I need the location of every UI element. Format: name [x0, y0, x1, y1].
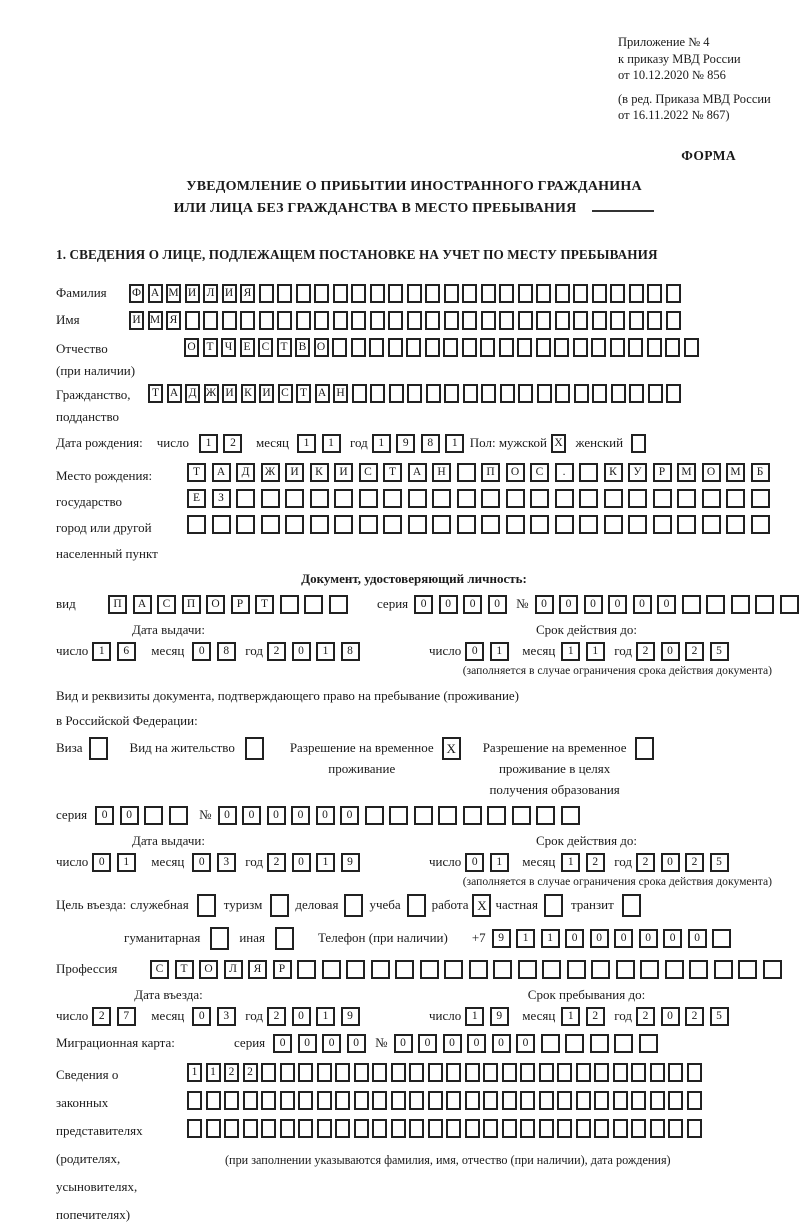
- res-valid-day-input[interactable]: 0 1: [465, 853, 514, 872]
- purpose-commercial-checkbox[interactable]: [344, 894, 363, 917]
- entry-date-heading: Дата въезда:: [134, 986, 203, 1002]
- visa-label: Виза: [56, 739, 83, 755]
- year-label: год: [614, 854, 633, 869]
- temp-residence-education-label: Разрешение на временное проживание в целях получения образования: [482, 739, 627, 797]
- day-label: число: [56, 1008, 89, 1023]
- residence-permit-checkbox[interactable]: [245, 737, 264, 760]
- purpose-work-checkbox[interactable]: X: [472, 894, 491, 917]
- birth-year-input[interactable]: 1 9 8 1: [372, 434, 470, 453]
- birth-day-input[interactable]: 1 2: [199, 434, 248, 453]
- birth-month-input[interactable]: 1 1: [297, 434, 346, 453]
- doc-issue-year-input[interactable]: 2 0 1 8: [267, 642, 365, 661]
- year-label: год: [245, 854, 264, 869]
- entry-year-input[interactable]: 2 0 1 9: [267, 1007, 365, 1026]
- header-amendment-line: (в ред. Приказа МВД России: [618, 91, 771, 106]
- doc-issue-month-input[interactable]: 0 8: [192, 642, 241, 661]
- doc-valid-day-input[interactable]: 0 1: [465, 642, 514, 661]
- phone-input[interactable]: 9 1 1 0 0 0 0 0 0: [492, 929, 737, 948]
- residence-permit-label: Вид на жительство: [129, 739, 235, 755]
- citizenship-label: Гражданство, подданство: [56, 386, 131, 424]
- section1-heading: 1. СВЕДЕНИЯ О ЛИЦЕ, ПОДЛЕЖАЩЕМ ПОСТАНОВКЕ НА УЧЕТ ПО МЕСТУ ПРЕБЫВАНИЯ: [56, 246, 658, 262]
- stay-year-input[interactable]: 2 0 2 5: [636, 1007, 734, 1026]
- day-label: число: [429, 854, 462, 869]
- title-blank-underline: [592, 210, 654, 212]
- mc-seriya-input[interactable]: 0 0 0 0: [273, 1034, 371, 1053]
- purpose-transit-label: транзит: [570, 897, 614, 912]
- temp-residence-checkbox[interactable]: X: [442, 737, 461, 760]
- firstname-label: Имя: [56, 312, 80, 327]
- header-line: к приказу МВД России: [618, 51, 741, 66]
- purpose-tourism-checkbox[interactable]: [270, 894, 289, 917]
- purpose-business-checkbox[interactable]: [197, 894, 216, 917]
- purpose-private-label: частная: [495, 897, 538, 912]
- purpose-commercial-label: деловая: [295, 897, 339, 912]
- purpose-tourism-label: туризм: [223, 897, 263, 912]
- surname-input[interactable]: Ф А М И Л И Я: [129, 284, 684, 303]
- res-number-label: №: [199, 807, 212, 822]
- entry-purpose-row2: [56, 927, 772, 950]
- month-label: месяц: [151, 854, 185, 869]
- surname-label: Фамилия: [56, 285, 107, 300]
- year-label: год: [614, 643, 633, 658]
- purpose-private-checkbox[interactable]: [544, 894, 563, 917]
- doc-issue-day-input[interactable]: 1 6: [92, 642, 141, 661]
- stay-month-input[interactable]: 1 2: [561, 1007, 610, 1026]
- year-label: год: [245, 643, 264, 658]
- citizenship-input[interactable]: Т А Д Ж И К И С Т А Н: [148, 384, 685, 403]
- purpose-humanitarian-label: гуманитарная: [124, 930, 201, 945]
- birthplace-line2-input[interactable]: Е З: [187, 489, 775, 508]
- residence-serial-row: [56, 806, 772, 825]
- entry-purpose-row: [56, 894, 772, 917]
- doc-number-input[interactable]: 0 0 0 0 0 0: [535, 595, 804, 614]
- representatives-label: Сведения о законных представителях (родителях, усыновителях, попечителях): [56, 1066, 143, 1222]
- doc-seriya-label: серия: [377, 596, 409, 611]
- month-label: месяц: [522, 854, 556, 869]
- stay-until-heading: Срок пребывания до:: [527, 986, 646, 1002]
- purpose-study-checkbox[interactable]: [407, 894, 426, 917]
- sex-male-checkbox[interactable]: X: [551, 434, 570, 453]
- doc-valid-month-input[interactable]: 1 1: [561, 642, 610, 661]
- res-number-input[interactable]: 0 0 0 0 0 0: [218, 806, 586, 825]
- identity-doc-heading: Документ, удостоверяющий личность:: [301, 570, 527, 586]
- day-label: число: [156, 435, 189, 450]
- sex-female-checkbox[interactable]: [631, 434, 650, 453]
- stay-day-input[interactable]: 1 9: [465, 1007, 514, 1026]
- res-seriya-label: серия: [56, 807, 88, 822]
- patronymic-row: [56, 338, 772, 382]
- doc-kind-label: вид: [56, 596, 76, 611]
- day-label: число: [429, 643, 462, 658]
- profession-row: [56, 960, 772, 979]
- temp-residence-label: Разрешение на временное проживание: [289, 739, 434, 776]
- purpose-study-label: учеба: [369, 897, 401, 912]
- mc-seriya-label: серия: [234, 1035, 266, 1050]
- surname-row: [56, 284, 772, 303]
- representatives-line1-input[interactable]: 1 1 2 2: [187, 1063, 705, 1082]
- visa-checkbox[interactable]: [89, 737, 108, 760]
- migration-card-label: Миграционная карта:: [56, 1035, 175, 1050]
- identity-doc-dates: [56, 622, 772, 677]
- birthplace-line3-input[interactable]: [187, 515, 775, 534]
- res-issue-year-input[interactable]: 2 0 1 9: [267, 853, 365, 872]
- profession-label: Профессия: [56, 961, 118, 976]
- forma-label: ФОРМА: [681, 147, 736, 163]
- purpose-humanitarian-checkbox[interactable]: [210, 927, 229, 950]
- header-line: Приложение № 4: [618, 35, 710, 49]
- doc-valid-year-input[interactable]: 2 0 2 5: [636, 642, 734, 661]
- doc-kind-input[interactable]: П А С П О Р Т: [108, 595, 353, 614]
- res-seriya-input[interactable]: 0 0: [95, 806, 193, 825]
- form-title-line2: ИЛИ ЛИЦА БЕЗ ГРАЖДАНСТВА В МЕСТО ПРЕБЫВАНИЯ: [173, 200, 577, 216]
- profession-input[interactable]: С Т О Л Я Р: [150, 960, 787, 979]
- sex-female-label: женский: [575, 435, 624, 450]
- mc-number-input[interactable]: 0 0 0 0 0 0: [394, 1034, 664, 1053]
- residence-doc-line1: Вид и реквизиты документа, подтверждающего право на пребывание (проживание): [56, 687, 520, 703]
- representatives-row: [56, 1061, 772, 1229]
- month-label: месяц: [151, 1008, 185, 1023]
- res-valid-month-input[interactable]: 1 2: [561, 853, 610, 872]
- month-label: месяц: [255, 435, 290, 450]
- header-line: от 10.12.2020 № 856: [618, 68, 726, 82]
- day-label: число: [56, 854, 89, 869]
- representatives-line2-input[interactable]: [187, 1091, 705, 1110]
- purpose-business-label: служебная: [130, 897, 189, 912]
- res-issue-month-input[interactable]: 0 3: [192, 853, 241, 872]
- migration-card-row: [56, 1034, 772, 1053]
- birthdate-row: [56, 434, 772, 453]
- valid-until-heading: Срок действия до:: [535, 832, 638, 848]
- purpose-other-checkbox[interactable]: [275, 927, 294, 950]
- firstname-row: [56, 311, 772, 330]
- valid-until-heading: Срок действия до:: [535, 621, 638, 637]
- month-label: месяц: [522, 1008, 556, 1023]
- birthplace-row: [56, 463, 772, 567]
- res-issue-day-input[interactable]: 0 1: [92, 853, 141, 872]
- doc-number-label: №: [516, 596, 529, 611]
- entry-purpose-label: Цель въезда:: [56, 897, 127, 912]
- doc-seriya-input[interactable]: 0 0 0 0: [414, 595, 512, 614]
- phone-prefix: +7: [471, 930, 486, 945]
- birthdate-label: Дата рождения:: [56, 435, 143, 450]
- phone-label: Телефон (при наличии): [317, 930, 448, 945]
- residence-doc-line2: в Российской Федерации:: [56, 712, 198, 728]
- header-amendment-line: от 16.11.2022 № 867): [618, 108, 730, 122]
- birthplace-line1-input[interactable]: Т А Д Ж И К И С Т А Н П О С . К У Р М О М Б: [187, 463, 775, 482]
- citizenship-row: [56, 384, 772, 428]
- representatives-line3-input[interactable]: [187, 1119, 705, 1138]
- year-label: год: [245, 1008, 264, 1023]
- restriction-note: (заполняется в случае ограничения срока действия документа): [462, 663, 772, 677]
- entry-day-input[interactable]: 2 7: [92, 1007, 141, 1026]
- restriction-note: (заполняется в случае ограничения срока действия документа): [462, 874, 772, 888]
- patronymic-label: Отчество (при наличии): [56, 340, 136, 378]
- form-title: [56, 176, 772, 220]
- form-title-line1: УВЕДОМЛЕНИЕ О ПРИБЫТИИ ИНОСТРАННОГО ГРАЖДАНИНА: [186, 178, 642, 194]
- month-label: месяц: [522, 643, 556, 658]
- residence-doc-dates: [56, 833, 772, 888]
- year-label: год: [350, 435, 368, 450]
- sex-male-label: Пол: мужской: [469, 435, 548, 450]
- day-label: число: [56, 643, 89, 658]
- patronymic-sublabel: (при наличии): [56, 362, 136, 378]
- representatives-note: (при заполнении указываются фамилия, имя, отчество (при наличии), дата рождения): [225, 1152, 671, 1167]
- purpose-other-label: иная: [239, 930, 265, 945]
- patronymic-input[interactable]: О Т Ч Е С Т В О: [184, 338, 702, 357]
- day-label: число: [429, 1008, 462, 1023]
- temp-residence-education-checkbox[interactable]: [635, 737, 654, 760]
- mc-number-label: №: [375, 1035, 388, 1050]
- issue-date-heading: Дата выдачи:: [131, 832, 205, 848]
- header-reference: [618, 34, 772, 124]
- purpose-work-label: работа: [431, 897, 469, 912]
- birthplace-label: Место рождения: государство город или другой населенный пункт: [56, 467, 158, 561]
- res-valid-year-input[interactable]: 2 0 2 5: [636, 853, 734, 872]
- purpose-transit-checkbox[interactable]: [622, 894, 641, 917]
- year-label: год: [614, 1008, 633, 1023]
- entry-dates: [56, 987, 772, 1026]
- month-label: месяц: [151, 643, 185, 658]
- firstname-input[interactable]: И М Я: [129, 311, 684, 330]
- entry-month-input[interactable]: 0 3: [192, 1007, 241, 1026]
- residence-type-row: [56, 737, 772, 800]
- issue-date-heading: Дата выдачи:: [131, 621, 205, 637]
- identity-doc-row: [56, 595, 772, 614]
